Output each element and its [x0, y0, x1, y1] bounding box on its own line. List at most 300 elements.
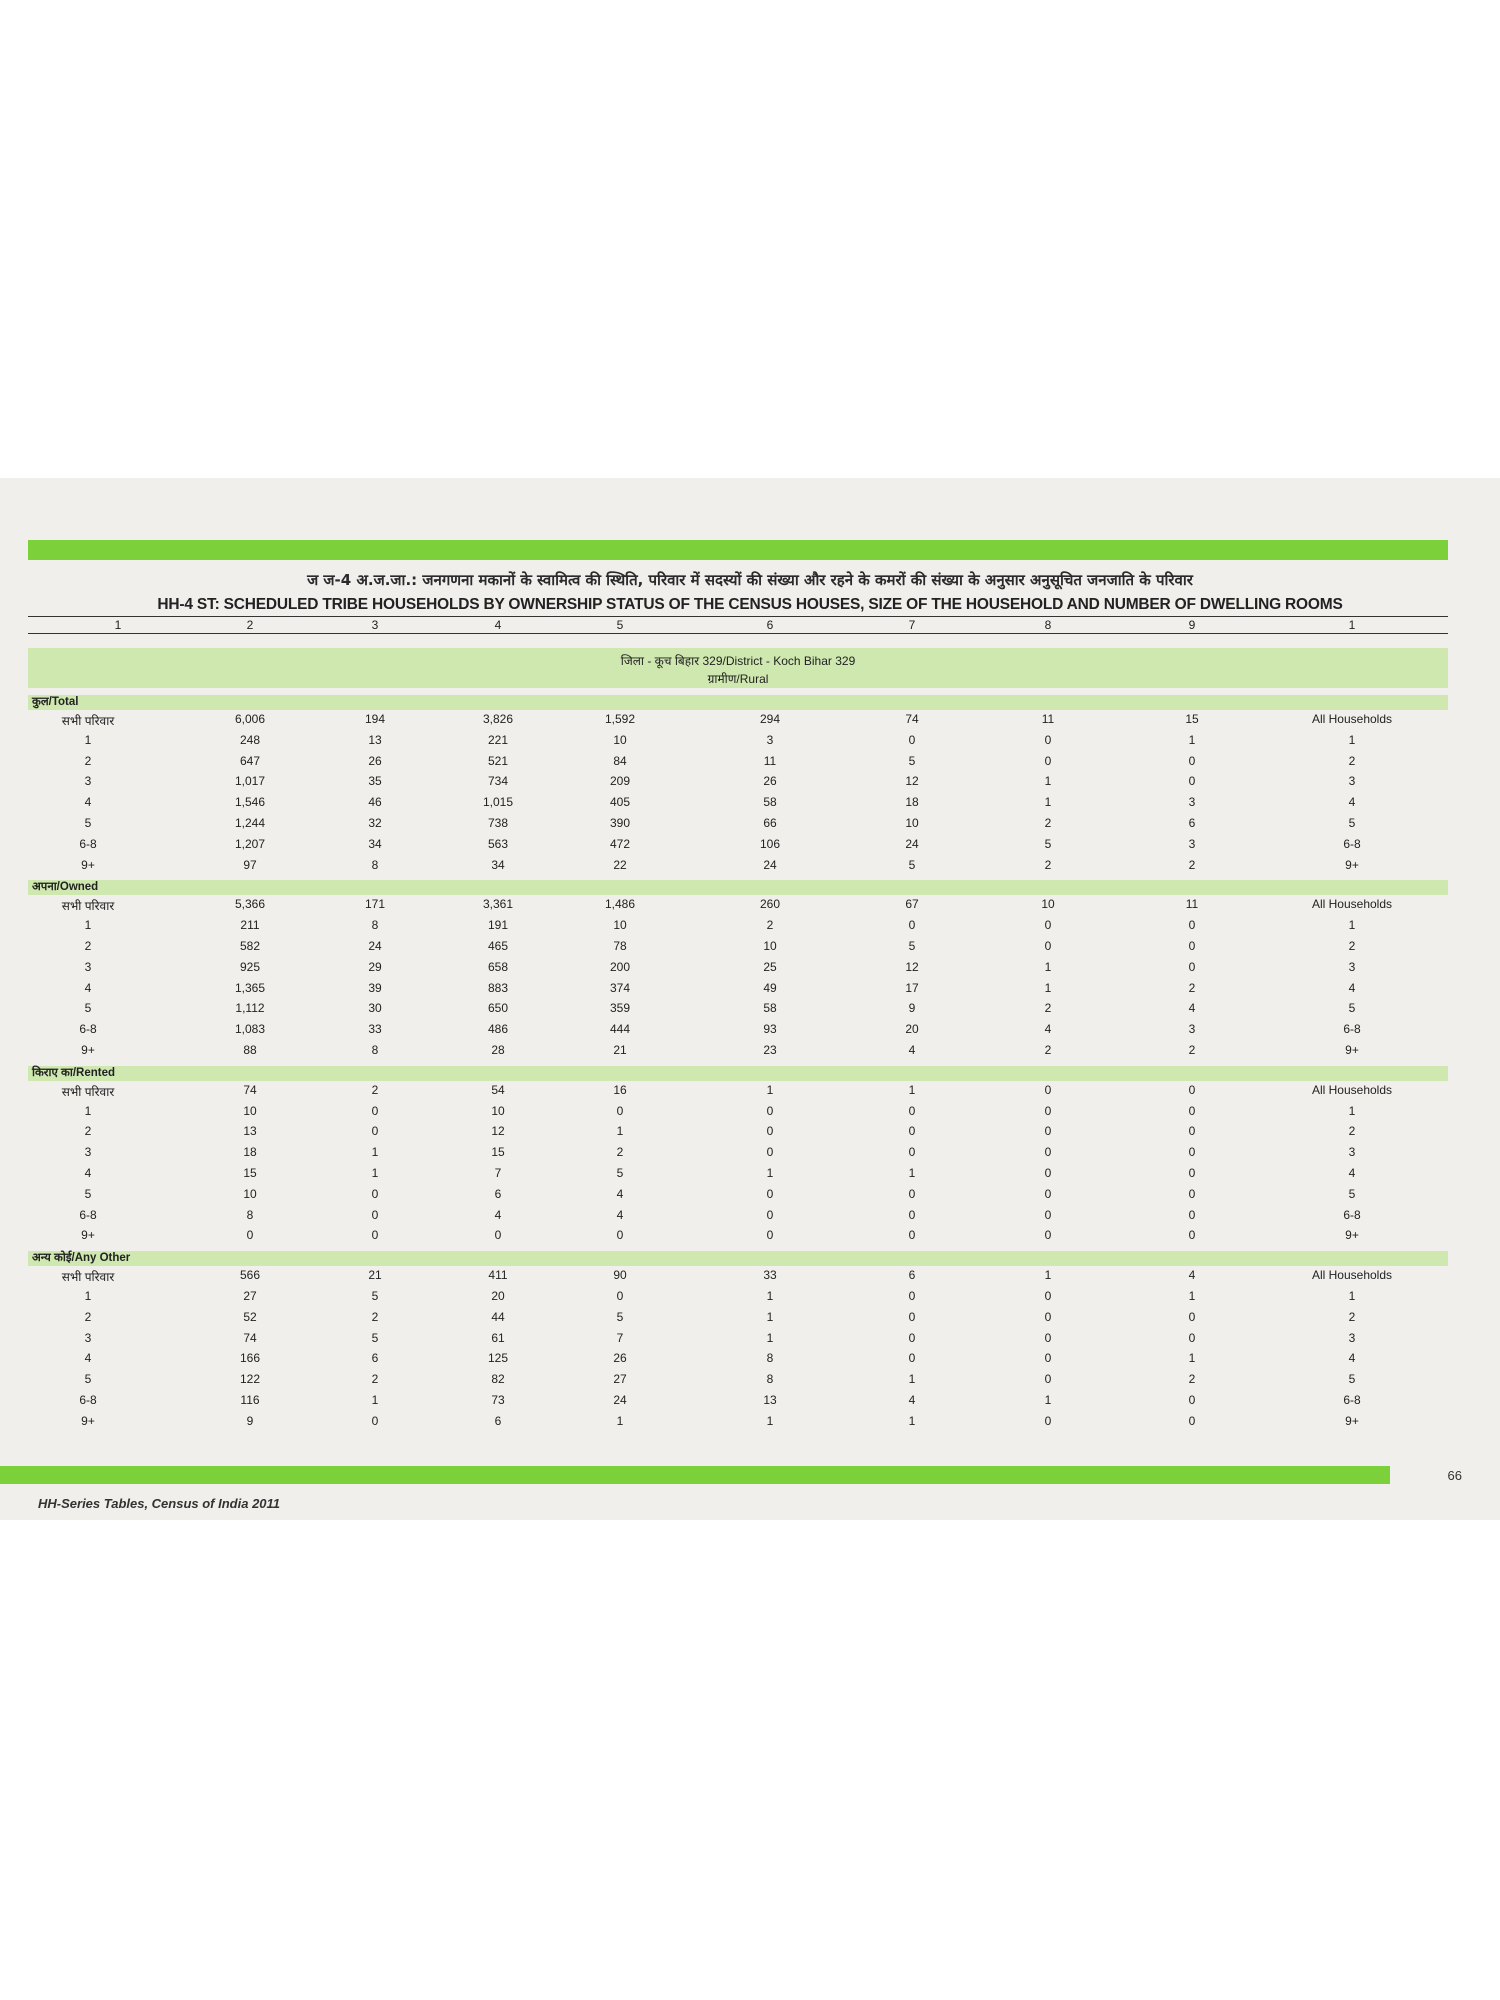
table-cell: 17 [905, 980, 919, 995]
row-label: 1 [84, 1103, 92, 1118]
table-cell: 18 [243, 1145, 257, 1160]
table-cell: 0 [371, 1228, 379, 1243]
table-cell: 26 [613, 1351, 627, 1366]
table-cell: 582 [239, 939, 261, 953]
table-cell: 1,083 [234, 1022, 266, 1037]
table-cell: 74 [243, 1082, 257, 1097]
row-label: 3 [84, 959, 92, 974]
table-cell: 0 [908, 1103, 916, 1118]
row-label-english: 4 [1348, 1166, 1356, 1180]
table-cell: 5 [616, 1166, 624, 1180]
table-cell: 0 [908, 1145, 916, 1160]
table-cell: 2 [1044, 816, 1052, 830]
table-cell: 35 [368, 774, 382, 789]
table-cell: 6 [908, 1268, 916, 1283]
row-label: 9+ [81, 1043, 95, 1057]
table-cell: 10 [243, 1103, 257, 1118]
table-row [0, 795, 1500, 815]
row-label-english: 6-8 [1343, 1393, 1361, 1407]
table-cell: 0 [1188, 1207, 1196, 1222]
table-cell: 1,592 [604, 712, 636, 726]
table-cell: 1,017 [234, 774, 266, 789]
table-cell: 1,546 [234, 795, 266, 810]
table-cell: 4 [1188, 1001, 1196, 1016]
row-label-english: 9+ [1345, 1413, 1359, 1428]
row-label: 5 [84, 816, 92, 830]
table-cell: 125 [487, 1351, 509, 1366]
table-cell: 1 [1188, 1289, 1196, 1303]
table-cell: 67 [905, 897, 919, 912]
table-cell: 0 [1044, 1228, 1052, 1243]
table-cell: 2 [371, 1372, 379, 1387]
row-label-english: All Households [1311, 1268, 1393, 1283]
table-cell: 2 [1188, 857, 1196, 872]
table-cell: 4 [494, 1207, 502, 1222]
table-cell: 1 [1044, 1268, 1052, 1283]
row-label-english: 6-8 [1343, 1022, 1361, 1037]
table-cell: 405 [609, 795, 631, 810]
row-label-english: 3 [1348, 959, 1356, 974]
row-label: 5 [84, 1186, 92, 1201]
table-cell: 374 [609, 980, 631, 995]
table-cell: 93 [763, 1022, 777, 1037]
table-cell: 27 [613, 1372, 627, 1387]
table-cell: 1 [1044, 795, 1052, 810]
table-row [0, 1372, 1500, 1392]
table-cell: 1 [1044, 959, 1052, 974]
table-cell: 563 [487, 836, 509, 851]
table-cell: 10 [243, 1186, 257, 1201]
table-row [0, 1393, 1500, 1413]
table-cell: 3 [1188, 795, 1196, 810]
table-cell: 16 [613, 1082, 627, 1097]
row-label-english: 9+ [1345, 1043, 1359, 1057]
table-cell: 1 [616, 1124, 624, 1139]
table-cell: 0 [1044, 1372, 1052, 1387]
column-number: 2 [246, 618, 254, 632]
table-cell: 54 [491, 1082, 505, 1097]
table-cell: 10 [905, 816, 919, 830]
table-cell: 0 [908, 1186, 916, 1201]
table-cell: 7 [494, 1166, 502, 1180]
table-cell: 10 [491, 1103, 505, 1118]
table-row [0, 774, 1500, 794]
section-label: अन्य कोई/Any Other [32, 1252, 131, 1265]
row-label: सभी परिवार [61, 1270, 115, 1285]
row-label: 6-8 [79, 1022, 97, 1037]
table-cell: 1 [908, 1082, 916, 1097]
section-label: अपना/Owned [32, 881, 99, 894]
series-footer: HH-Series Tables, Census of India 2011 [38, 1496, 281, 1511]
table-cell: 20 [905, 1022, 919, 1037]
table-cell: 1 [908, 1413, 916, 1428]
section-header [28, 1251, 1448, 1266]
table-cell: 0 [616, 1228, 624, 1243]
table-cell: 52 [243, 1309, 257, 1324]
table-cell: 44 [491, 1309, 505, 1324]
table-cell: 1 [371, 1393, 379, 1407]
table-cell: 11 [1041, 712, 1055, 726]
bottom-green-bar [0, 1466, 1390, 1484]
table-cell: 0 [1044, 1207, 1052, 1222]
table-cell: 5 [908, 939, 916, 953]
table-cell: 0 [1044, 1186, 1052, 1201]
table-cell: 0 [1044, 1413, 1052, 1428]
row-label-english: 1 [1348, 1289, 1356, 1303]
table-row [0, 1208, 1500, 1228]
table-cell: 24 [905, 836, 919, 851]
row-label-english: 9+ [1345, 1228, 1359, 1243]
table-cell: 4 [1044, 1022, 1052, 1037]
table-row [0, 1001, 1500, 1021]
table-cell: 658 [487, 959, 509, 974]
table-cell: 260 [759, 897, 781, 912]
table-cell: 0 [1044, 1124, 1052, 1139]
table-cell: 0 [1044, 939, 1052, 953]
table-cell: 29 [368, 959, 382, 974]
table-cell: 58 [763, 795, 777, 810]
section-label: किराए का/Rented [32, 1066, 116, 1079]
table-cell: 2 [1188, 1372, 1196, 1387]
row-label-english: 1 [1348, 918, 1356, 933]
table-cell: 1,112 [235, 1001, 265, 1016]
table-cell: 3 [1188, 1022, 1196, 1037]
table-cell: 3 [1188, 836, 1196, 851]
column-number: 8 [1044, 618, 1052, 632]
table-cell: 4 [1188, 1268, 1196, 1283]
table-cell: 10 [613, 918, 627, 933]
row-label: 1 [84, 1289, 92, 1303]
table-cell: 2 [371, 1082, 379, 1097]
table-cell: 8 [371, 857, 379, 872]
table-cell: 74 [243, 1330, 257, 1345]
table-cell: 0 [1188, 918, 1196, 933]
table-cell: 1 [1044, 980, 1052, 995]
table-row [0, 1104, 1500, 1124]
table-cell: 0 [766, 1207, 774, 1222]
table-cell: 1,486 [604, 897, 636, 912]
table-cell: 294 [759, 712, 781, 726]
table-cell: 1 [371, 1166, 379, 1180]
table-cell: 3,361 [482, 897, 514, 912]
table-cell: 12 [905, 774, 919, 789]
table-cell: 521 [487, 753, 509, 768]
table-cell: 1 [616, 1413, 624, 1428]
table-cell: 6,006 [234, 712, 266, 726]
table-cell: 0 [1188, 1166, 1196, 1180]
table-cell: 171 [364, 897, 386, 912]
table-cell: 0 [1188, 1103, 1196, 1118]
table-cell: 0 [1188, 1393, 1196, 1407]
table-row [0, 1351, 1500, 1371]
table-cell: 61 [491, 1330, 505, 1345]
column-number: 4 [494, 618, 502, 632]
table-cell: 116 [240, 1393, 260, 1407]
table-cell: 2 [371, 1309, 379, 1324]
table-row [0, 1289, 1500, 1309]
row-label: सभी परिवार [61, 899, 115, 914]
table-cell: 5 [371, 1330, 379, 1345]
table-cell: 8 [371, 918, 379, 933]
table-title-english: HH-4 ST: SCHEDULED TRIBE HOUSEHOLDS BY OWNERSHIP STATUS OF THE CENSUS HOUSES, SIZE OF THE HOUSEHOLD AND NUMBER OF DWELLING ROOMS [157, 596, 1343, 613]
row-label: 4 [84, 795, 92, 810]
table-row [0, 1083, 1500, 1103]
table-row [0, 1268, 1500, 1288]
table-cell: 3 [766, 732, 774, 747]
table-cell: 0 [908, 732, 916, 747]
table-cell: 0 [1188, 774, 1196, 789]
table-cell: 21 [368, 1268, 382, 1283]
table-cell: 166 [239, 1351, 261, 1366]
row-label-english: 2 [1348, 753, 1356, 768]
table-cell: 13 [243, 1124, 257, 1139]
table-title-hindi: ज ज-4 अ.ज.जा.: जनगणना मकानों के स्वामित्व की स्थिति, परिवार में सदस्यों की संख्या और रहने के कमरों की संख्या के अनुसार अनुसूचित जनजाति के परिवार [307, 571, 1193, 589]
table-cell: 78 [613, 939, 627, 953]
table-cell: 97 [243, 857, 257, 872]
table-row [0, 1414, 1500, 1434]
row-label: 9+ [81, 1228, 95, 1243]
table-cell: 4 [616, 1186, 624, 1201]
table-cell: 0 [371, 1124, 379, 1139]
header-rule-bottom [28, 633, 1448, 634]
table-cell: 5 [616, 1309, 624, 1324]
table-row [0, 1043, 1500, 1063]
column-number: 6 [766, 618, 774, 632]
table-cell: 2 [616, 1145, 624, 1160]
row-label: 3 [84, 1145, 92, 1160]
table-cell: 0 [1044, 732, 1052, 747]
table-cell: 24 [763, 857, 777, 872]
column-number: 3 [371, 618, 379, 632]
table-cell: 13 [763, 1393, 777, 1407]
table-cell: 0 [1044, 1330, 1052, 1345]
table-cell: 6 [1188, 816, 1196, 830]
column-number: 5 [616, 618, 624, 632]
table-cell: 8 [246, 1207, 254, 1222]
table-cell: 0 [766, 1145, 774, 1160]
table-cell: 0 [1188, 939, 1196, 953]
table-cell: 10 [613, 732, 627, 747]
table-cell: 194 [364, 712, 386, 726]
row-label: 2 [84, 1124, 92, 1139]
table-cell: 0 [1044, 1145, 1052, 1160]
table-row [0, 816, 1500, 836]
table-cell: 58 [763, 1001, 777, 1016]
table-cell: 5 [1044, 836, 1052, 851]
table-cell: 22 [613, 857, 627, 872]
table-cell: 211 [240, 918, 260, 933]
table-cell: 24 [368, 939, 382, 953]
table-cell: 1,015 [482, 795, 514, 810]
table-cell: 883 [487, 980, 509, 995]
table-cell: 82 [491, 1372, 505, 1387]
table-row [0, 1166, 1500, 1186]
table-cell: 0 [1188, 1082, 1196, 1097]
table-row [0, 1228, 1500, 1248]
table-cell: 1 [766, 1413, 774, 1428]
row-label-english: 4 [1348, 1351, 1356, 1366]
table-cell: 6 [371, 1351, 379, 1366]
column-number: 9 [1188, 618, 1196, 632]
row-label: 1 [84, 918, 92, 933]
row-label: 2 [84, 939, 92, 953]
table-cell: 0 [1188, 1124, 1196, 1139]
section-header [28, 695, 1448, 710]
table-cell: 66 [763, 816, 777, 830]
table-cell: 10 [1041, 897, 1055, 912]
table-cell: 0 [1044, 1082, 1052, 1097]
table-cell: 191 [487, 918, 509, 933]
table-cell: 12 [905, 959, 919, 974]
table-cell: 1 [1188, 1351, 1196, 1366]
table-cell: 24 [613, 1393, 627, 1407]
table-cell: 5 [371, 1289, 379, 1303]
table-cell: 200 [609, 959, 631, 974]
row-label-english: 5 [1348, 816, 1356, 830]
table-cell: 1 [766, 1166, 774, 1180]
row-label-english: 2 [1348, 939, 1356, 953]
table-cell: 209 [609, 774, 631, 789]
table-cell: 34 [368, 836, 382, 851]
section-header [28, 880, 1448, 895]
table-cell: 5,366 [234, 897, 266, 912]
table-cell: 0 [371, 1186, 379, 1201]
table-cell: 465 [487, 939, 509, 953]
table-cell: 33 [763, 1268, 777, 1283]
row-label: 9+ [81, 1413, 95, 1428]
row-label-english: 5 [1348, 1186, 1356, 1201]
header-rule-top [28, 616, 1448, 617]
table-cell: 11 [1185, 897, 1199, 912]
row-label: 4 [84, 1166, 92, 1180]
table-cell: 26 [368, 753, 382, 768]
table-cell: 0 [766, 1228, 774, 1243]
column-number: 7 [908, 618, 916, 632]
table-cell: 34 [491, 857, 505, 872]
table-cell: 6 [494, 1186, 502, 1201]
table-cell: 30 [368, 1001, 382, 1016]
table-cell: 1 [371, 1145, 379, 1160]
table-cell: 88 [243, 1043, 257, 1057]
row-label-english: 6-8 [1343, 1207, 1361, 1222]
row-label: सभी परिवार [61, 714, 115, 728]
table-cell: 0 [1188, 1186, 1196, 1201]
table-cell: 26 [763, 774, 777, 789]
table-cell: 32 [368, 816, 382, 830]
table-row [0, 1022, 1500, 1042]
table-cell: 1 [766, 1309, 774, 1324]
table-cell: 13 [368, 732, 382, 747]
row-label: 6-8 [79, 1207, 97, 1222]
table-cell: 4 [908, 1043, 916, 1057]
table-cell: 0 [371, 1207, 379, 1222]
table-cell: 7 [616, 1330, 624, 1345]
table-cell: 0 [616, 1103, 624, 1118]
table-cell: 15 [243, 1166, 257, 1180]
table-cell: 738 [487, 816, 509, 830]
page-number: 66 [1447, 1468, 1462, 1483]
table-cell: 2 [1044, 1043, 1052, 1057]
table-cell: 0 [1188, 1413, 1196, 1428]
table-row [0, 1310, 1500, 1330]
table-cell: 0 [371, 1103, 379, 1118]
row-label-english: All Households [1311, 712, 1393, 726]
table-row [0, 918, 1500, 938]
table-cell: 1 [766, 1289, 774, 1303]
table-cell: 20 [491, 1289, 505, 1303]
district-name: जिला - कूच बिहार 329/District - Koch Bihar 329 [620, 654, 856, 668]
table-cell: 1,365 [234, 980, 266, 995]
table-cell: 0 [1188, 753, 1196, 768]
table-cell: 18 [905, 795, 919, 810]
row-label: 3 [84, 1330, 92, 1345]
row-label-english: All Households [1311, 897, 1393, 912]
table-row [0, 1331, 1500, 1351]
table-cell: 0 [1044, 1289, 1052, 1303]
row-label: 6-8 [79, 1393, 97, 1407]
table-cell: 33 [368, 1022, 382, 1037]
row-label: 1 [84, 732, 92, 747]
table-cell: 0 [1188, 1145, 1196, 1160]
table-cell: 8 [371, 1043, 379, 1057]
table-cell: 0 [908, 1207, 916, 1222]
table-row [0, 960, 1500, 980]
row-label-english: 9+ [1345, 857, 1359, 872]
table-cell: 49 [763, 980, 777, 995]
table-cell: 23 [763, 1043, 777, 1057]
table-cell: 411 [488, 1268, 508, 1283]
row-label-english: All Households [1311, 1082, 1393, 1097]
table-cell: 6 [494, 1413, 502, 1428]
table-row [0, 939, 1500, 959]
table-cell: 0 [1044, 1103, 1052, 1118]
table-cell: 0 [371, 1413, 379, 1428]
section-label: कुल/Total [32, 696, 79, 708]
table-cell: 486 [487, 1022, 509, 1037]
top-green-bar [28, 540, 1448, 560]
row-label-english: 3 [1348, 1145, 1356, 1160]
table-row [0, 1187, 1500, 1207]
district-band [28, 648, 1448, 688]
table-cell: 925 [239, 959, 261, 974]
table-cell: 15 [1185, 712, 1199, 726]
table-cell: 0 [1044, 753, 1052, 768]
row-label: 9+ [81, 857, 95, 872]
table-row [0, 754, 1500, 774]
table-cell: 734 [487, 774, 509, 789]
table-cell: 0 [1044, 1166, 1052, 1180]
table-cell: 0 [1044, 1351, 1052, 1366]
table-cell: 9 [246, 1413, 254, 1428]
table-cell: 90 [613, 1268, 627, 1283]
table-cell: 0 [908, 918, 916, 933]
table-cell: 5 [908, 753, 916, 768]
table-cell: 8 [766, 1372, 774, 1387]
row-label: 4 [84, 980, 92, 995]
table-cell: 73 [491, 1393, 505, 1407]
table-row [0, 897, 1500, 917]
table-cell: 647 [239, 753, 261, 768]
table-row [0, 733, 1500, 753]
table-cell: 21 [613, 1043, 627, 1057]
table-row [0, 1124, 1500, 1144]
row-label: 2 [84, 753, 92, 768]
table-cell: 566 [239, 1268, 261, 1283]
table-cell: 84 [613, 753, 627, 768]
table-cell: 650 [487, 1001, 509, 1016]
table-cell: 39 [368, 980, 382, 995]
table-row [0, 858, 1500, 878]
